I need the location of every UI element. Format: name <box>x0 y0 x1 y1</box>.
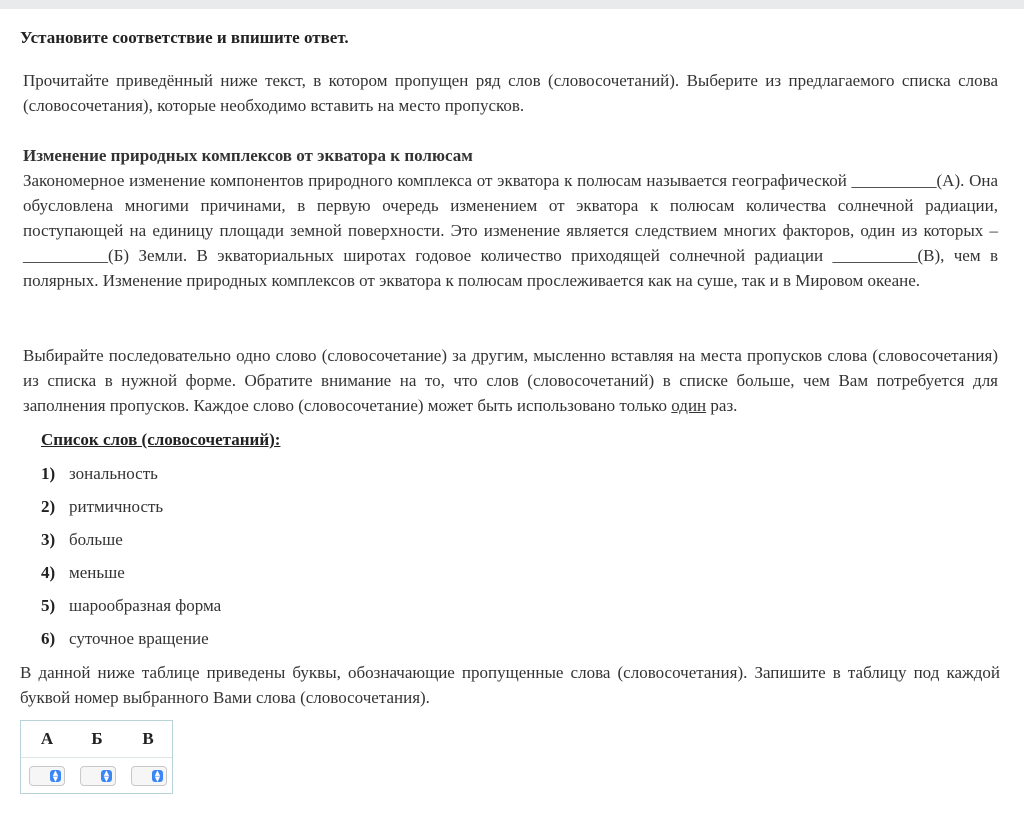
choose-paragraph <box>23 343 998 418</box>
answer-letter-a: А <box>40 729 54 748</box>
list-item <box>41 528 221 561</box>
list-item-number: 3) <box>41 530 56 549</box>
intro-paragraph: Прочитайте приведённый ниже текст, в котором пропущен ряд слов (словосочетаний). Выберите из предлагаемого списка слова (словосочетания), которые необходимо вставить на место пропусков. <box>23 71 998 115</box>
list-item <box>41 594 221 627</box>
chevron-updown-icon: ▲ ▼ <box>101 770 112 782</box>
list-item <box>41 561 221 594</box>
task-instruction: Установите соответствие и впишите ответ. <box>20 28 349 47</box>
list-item <box>41 462 221 495</box>
chevron-updown-icon: ▲ ▼ <box>50 770 61 782</box>
text-body: Закономерное изменение компонентов природного комплекса от экватора к полюсам называется географической __________(А). Она обусловлена многими причинами, в первую очередь изменением от экватора к полюсам количества солнечной радиации, поступающей на единицу площади земной поверхности. Это изменение является следствием многих факторов, один из которых – __________(Б) Земли. В экваториальных широтах годовое количество приходящей солнечной радиации __________(В), чем в полярных. Изменение природных комплексов от экватора к полюсам прослеживается как на суше, так и в Мировом океане. <box>23 171 998 290</box>
list-item-number: 6) <box>41 629 56 648</box>
choose-text-underlined: один <box>671 396 707 415</box>
list-item-text: шарообразная форма <box>69 596 222 615</box>
answer-table <box>20 720 173 794</box>
chevron-updown-icon: ▲ ▼ <box>152 770 163 782</box>
word-list <box>41 462 221 660</box>
list-item <box>41 627 221 660</box>
top-bar <box>0 0 1024 9</box>
answer-letter-b: Б <box>91 729 103 748</box>
word-list-title: Список слов (словосочетаний): <box>41 430 281 449</box>
answer-letter-v: В <box>142 729 154 748</box>
list-item-number: 2) <box>41 497 56 516</box>
text-title: Изменение природных комплексов от экватора к полюсам <box>23 146 473 165</box>
answer-row-divider <box>21 757 172 758</box>
table-instruction: В данной ниже таблице приведены буквы, обозначающие пропущенные слова (словосочетания). Запишите в таблицу под каждой буквой номер выбранного Вами слова (словосочетания). <box>20 663 1000 707</box>
answer-select-b[interactable] <box>80 766 116 786</box>
list-item-text: зональность <box>69 464 158 483</box>
list-item-number: 1) <box>41 464 56 483</box>
list-item-text: суточное вращение <box>69 629 209 648</box>
list-item-text: больше <box>69 530 123 549</box>
choose-text-after: раз. <box>706 396 738 415</box>
list-item-text: меньше <box>69 563 125 582</box>
list-item <box>41 495 221 528</box>
list-item-number: 5) <box>41 596 56 615</box>
answer-select-v[interactable] <box>131 766 167 786</box>
list-item-number: 4) <box>41 563 56 582</box>
choose-text-before: Выбирайте последовательно одно слово (словосочетание) за другим, мысленно вставляя на места пропусков слова (словосочетания) из списка в нужной форме. Обратите внимание на то, что слов (словосочетаний) в списке больше, чем Вам потребуется для заполнения пропусков. Каждое слово (словосочетание) может быть использовано только <box>23 346 998 415</box>
answer-select-a[interactable] <box>29 766 65 786</box>
list-item-text: ритмичность <box>69 497 164 516</box>
